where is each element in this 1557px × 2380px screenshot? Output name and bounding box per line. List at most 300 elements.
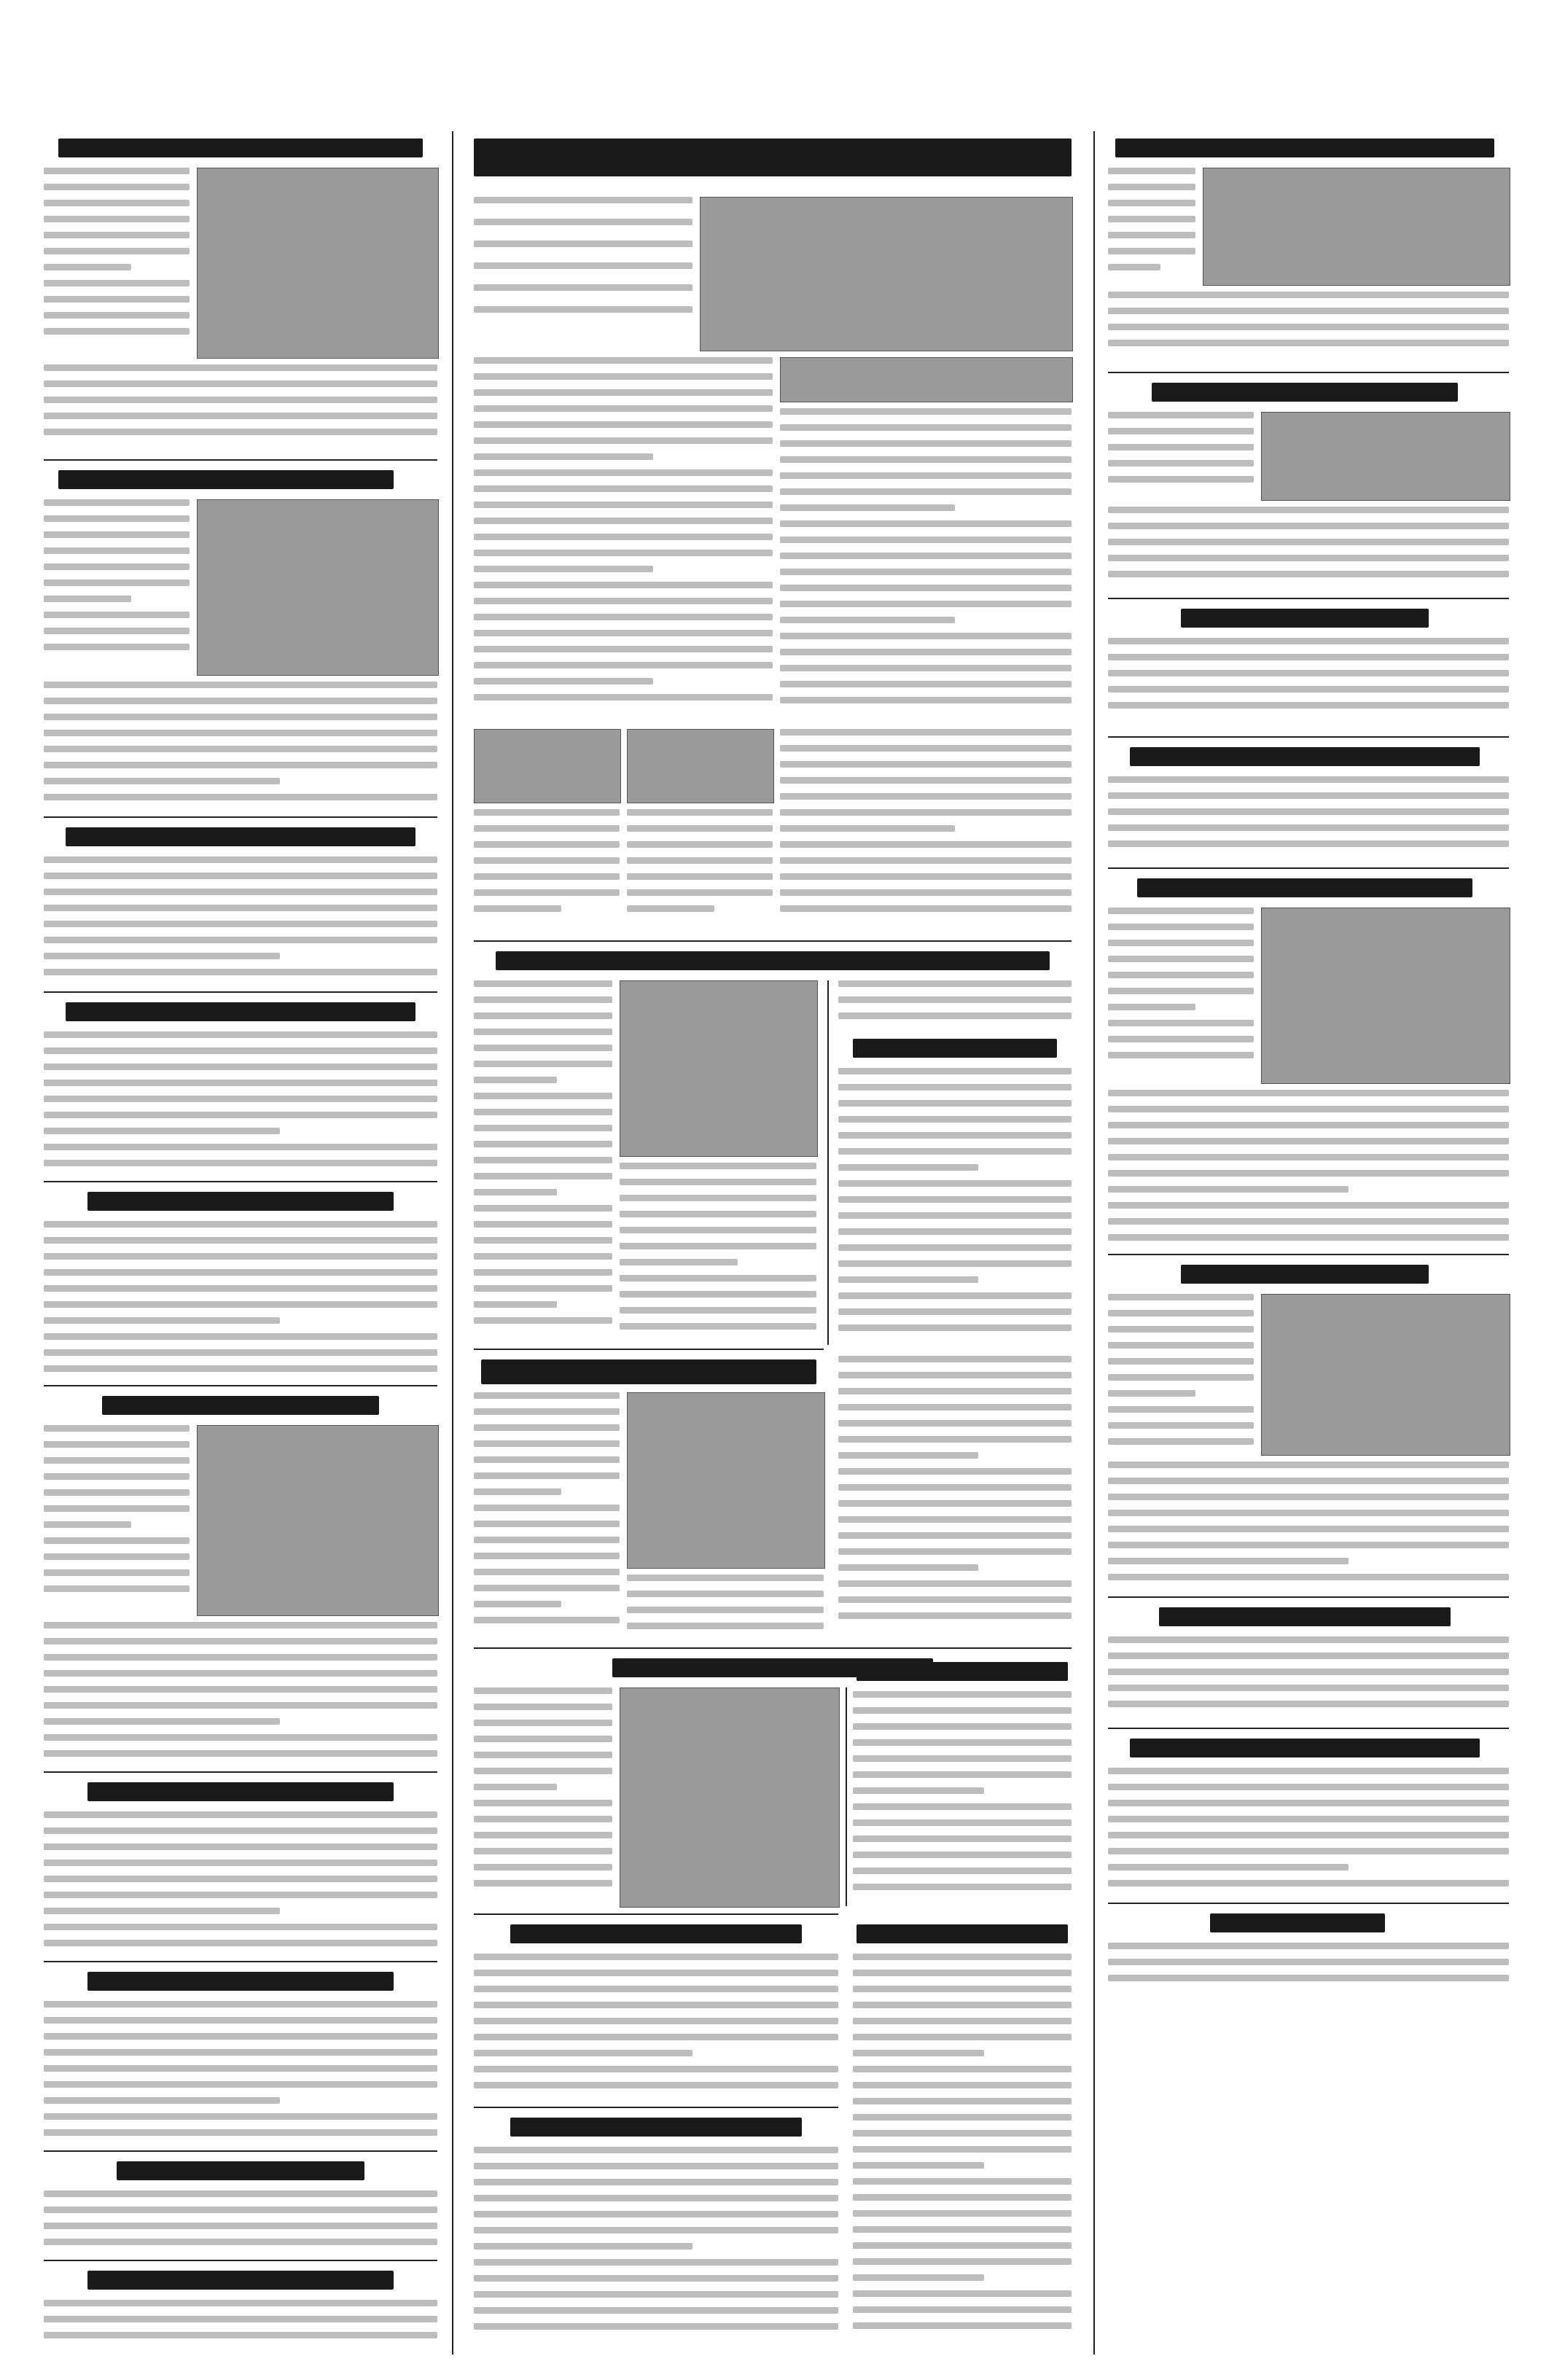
text-line xyxy=(44,596,131,602)
text-line xyxy=(474,1970,838,1976)
text-line xyxy=(627,809,773,816)
text-block xyxy=(838,980,1072,1031)
text-block xyxy=(1108,776,1509,864)
text-block xyxy=(44,2300,437,2351)
text-line xyxy=(474,1720,612,1726)
text-line xyxy=(44,628,190,634)
text-line xyxy=(1108,200,1195,206)
text-line xyxy=(1108,654,1509,660)
text-block xyxy=(1108,1462,1509,1593)
text-line xyxy=(838,1196,1072,1203)
text-line xyxy=(838,1532,1072,1539)
text-line xyxy=(474,1784,557,1790)
text-line xyxy=(44,397,437,403)
text-line xyxy=(1108,1462,1509,1468)
text-line xyxy=(44,2049,437,2056)
text-line xyxy=(44,216,190,222)
text-line xyxy=(474,1954,838,1960)
text-line xyxy=(780,553,1072,559)
text-block xyxy=(627,1575,824,1640)
text-line xyxy=(44,1031,437,1038)
text-line xyxy=(44,2097,280,2104)
text-line xyxy=(838,1404,1072,1411)
text-line xyxy=(474,2227,838,2233)
text-line xyxy=(853,2242,1072,2249)
text-line xyxy=(838,1500,1072,1507)
newspaper-page xyxy=(44,131,1509,2354)
text-line xyxy=(838,1420,1072,1427)
headline xyxy=(853,1039,1057,1058)
text-line xyxy=(838,1356,1072,1362)
text-line xyxy=(474,1472,620,1479)
text-block xyxy=(1108,1636,1509,1724)
text-line xyxy=(853,2306,1072,2313)
text-line xyxy=(1108,824,1509,831)
text-line xyxy=(474,905,561,912)
text-line xyxy=(474,306,692,313)
text-line xyxy=(44,2207,437,2213)
text-line xyxy=(44,698,437,704)
text-line xyxy=(1108,702,1509,709)
text-line xyxy=(853,1771,1072,1778)
text-line xyxy=(838,1260,1072,1267)
text-block xyxy=(474,1392,620,1640)
text-line xyxy=(44,2001,437,2008)
text-line xyxy=(44,1457,190,1464)
headline xyxy=(102,1396,379,1415)
text-line xyxy=(474,1392,620,1399)
text-line xyxy=(44,889,437,895)
text-block xyxy=(1108,507,1509,587)
headline xyxy=(481,1359,816,1384)
text-line xyxy=(44,1585,190,1592)
headline xyxy=(496,951,1050,970)
text-line xyxy=(474,2323,838,2330)
text-block xyxy=(474,809,620,933)
text-line xyxy=(627,1623,824,1629)
text-line xyxy=(44,381,437,387)
text-line xyxy=(474,1173,612,1179)
text-line xyxy=(44,1080,437,1086)
text-line xyxy=(474,197,692,203)
photo xyxy=(474,729,621,803)
text-line xyxy=(44,1892,437,1898)
text-line xyxy=(44,857,437,863)
text-line xyxy=(44,1365,437,1372)
text-block xyxy=(44,2001,437,2147)
text-line xyxy=(474,1061,612,1067)
text-line xyxy=(474,2082,838,2088)
text-line xyxy=(44,1112,437,1118)
text-line xyxy=(474,1986,838,1992)
text-line xyxy=(1108,638,1509,644)
text-line xyxy=(474,2018,838,2024)
text-line xyxy=(474,1013,612,1019)
text-block xyxy=(474,1954,838,2099)
text-line xyxy=(474,453,653,460)
text-line xyxy=(1108,324,1509,330)
text-line xyxy=(853,2194,1072,2201)
text-line xyxy=(780,697,1072,703)
text-line xyxy=(780,665,1072,671)
text-line xyxy=(44,2223,437,2229)
text-line xyxy=(474,2211,838,2217)
headline xyxy=(58,138,423,157)
text-line xyxy=(44,499,190,506)
text-line xyxy=(44,1301,437,1308)
text-line xyxy=(44,1827,437,1834)
text-line xyxy=(474,582,773,588)
text-block xyxy=(838,1068,1072,1345)
text-line xyxy=(474,857,620,864)
text-block xyxy=(44,1811,437,1957)
text-line xyxy=(44,1638,437,1644)
text-block xyxy=(780,408,1072,722)
column-rule xyxy=(1093,131,1095,2354)
text-line xyxy=(627,1591,824,1597)
text-line xyxy=(1108,232,1195,238)
text-line xyxy=(1108,1574,1509,1580)
text-line xyxy=(1108,1478,1509,1484)
text-line xyxy=(838,1388,1072,1394)
text-line xyxy=(474,2163,838,2169)
text-line xyxy=(853,2002,1072,2008)
text-line xyxy=(474,694,773,701)
text-line xyxy=(780,745,1072,752)
text-line xyxy=(780,424,1072,431)
text-line xyxy=(44,937,437,943)
text-line xyxy=(853,1835,1072,1842)
text-line xyxy=(44,264,131,270)
text-line xyxy=(44,612,190,618)
text-line xyxy=(1108,1052,1254,1058)
text-line xyxy=(474,1045,612,1051)
text-line xyxy=(1108,808,1509,815)
text-line xyxy=(780,857,1072,864)
text-line xyxy=(853,2050,984,2056)
text-line xyxy=(1108,184,1195,190)
text-line xyxy=(44,1333,437,1340)
text-line xyxy=(474,2243,692,2250)
text-line xyxy=(1108,1004,1195,1010)
text-line xyxy=(474,598,773,604)
text-line xyxy=(44,563,190,570)
text-line xyxy=(474,373,773,380)
text-line xyxy=(1108,1558,1349,1564)
text-line xyxy=(1108,1494,1509,1500)
text-line xyxy=(44,2332,437,2338)
text-line xyxy=(620,1243,816,1249)
text-line xyxy=(1108,1234,1509,1241)
text-line xyxy=(474,1752,612,1758)
text-line xyxy=(474,2066,838,2072)
text-line xyxy=(474,1688,612,1694)
text-line xyxy=(1108,908,1254,914)
headline xyxy=(1159,1607,1451,1626)
text-line xyxy=(1108,216,1195,222)
text-line xyxy=(44,168,190,174)
text-line xyxy=(474,437,773,444)
text-line xyxy=(474,566,653,572)
divider xyxy=(44,1961,437,1962)
text-line xyxy=(474,1489,561,1495)
headline xyxy=(1130,747,1480,766)
text-line xyxy=(474,1537,620,1543)
text-line xyxy=(1108,1122,1509,1128)
headline xyxy=(117,2161,364,2180)
text-line xyxy=(853,2034,1072,2040)
text-line xyxy=(780,569,1072,575)
text-line xyxy=(474,1601,561,1607)
text-line xyxy=(474,1704,612,1710)
headline xyxy=(87,1972,394,1991)
text-line xyxy=(44,1811,437,1818)
text-line xyxy=(474,2291,838,2298)
text-line xyxy=(620,1163,816,1169)
divider xyxy=(1108,1728,1509,1729)
text-line xyxy=(44,1924,437,1930)
text-line xyxy=(853,2258,1072,2265)
text-line xyxy=(1108,1816,1509,1822)
text-line xyxy=(474,841,620,848)
text-line xyxy=(620,1211,816,1217)
text-line xyxy=(1108,555,1509,561)
text-line xyxy=(627,1607,824,1613)
text-block xyxy=(44,2190,437,2256)
text-line xyxy=(838,1596,1072,1603)
text-line xyxy=(474,1617,620,1623)
text-line xyxy=(44,714,437,720)
text-line xyxy=(44,1686,437,1693)
text-line xyxy=(44,2190,437,2197)
text-line xyxy=(838,1084,1072,1090)
text-line xyxy=(474,630,773,636)
text-line xyxy=(780,777,1072,784)
divider xyxy=(1108,1903,1509,1904)
text-line xyxy=(1108,476,1254,483)
text-line xyxy=(838,1164,978,1171)
text-line xyxy=(1108,1669,1509,1675)
headline xyxy=(66,1002,415,1021)
text-line xyxy=(44,1144,437,1150)
text-line xyxy=(474,1505,620,1511)
text-block xyxy=(44,499,190,674)
text-line xyxy=(474,1553,620,1559)
text-line xyxy=(1108,1406,1254,1413)
text-block xyxy=(474,980,612,1345)
text-line xyxy=(853,1852,1072,1858)
text-line xyxy=(474,809,620,816)
text-line xyxy=(1108,1202,1509,1209)
photo xyxy=(780,357,1073,402)
text-line xyxy=(44,2065,437,2072)
text-line xyxy=(474,1269,612,1276)
photo xyxy=(197,499,439,676)
text-line xyxy=(474,2002,838,2008)
text-line xyxy=(627,825,773,832)
text-line xyxy=(44,1940,437,1946)
text-block xyxy=(1108,1294,1254,1454)
text-line xyxy=(44,1047,437,1054)
photo xyxy=(1261,412,1510,501)
divider xyxy=(44,1181,437,1182)
text-line xyxy=(1108,1438,1254,1445)
text-line xyxy=(474,1205,612,1212)
text-line xyxy=(474,646,773,652)
text-line xyxy=(853,1787,984,1794)
text-line xyxy=(1108,840,1509,847)
text-line xyxy=(474,485,773,492)
text-line xyxy=(838,1372,1072,1378)
text-line xyxy=(474,825,620,832)
text-line xyxy=(627,1575,824,1581)
text-line xyxy=(780,649,1072,655)
text-line xyxy=(780,520,1072,527)
text-line xyxy=(44,429,437,435)
text-line xyxy=(627,905,714,912)
text-line xyxy=(627,889,773,896)
text-line xyxy=(1108,168,1195,174)
text-block xyxy=(474,1688,612,1906)
text-line xyxy=(780,472,1072,479)
text-line xyxy=(44,1160,437,1166)
photo xyxy=(620,980,818,1157)
text-line xyxy=(474,1157,612,1163)
headline xyxy=(510,2118,802,2137)
text-line xyxy=(1108,1848,1509,1854)
text-line xyxy=(1108,539,1509,545)
text-line xyxy=(1108,1036,1254,1042)
text-line xyxy=(1108,1294,1254,1300)
text-line xyxy=(838,1484,1072,1491)
text-line xyxy=(1108,988,1254,994)
text-line xyxy=(853,2178,1072,2185)
text-line xyxy=(838,1013,1072,1019)
text-line xyxy=(627,873,773,880)
text-line xyxy=(1108,1685,1509,1691)
text-line xyxy=(1108,1784,1509,1790)
text-line xyxy=(1108,1020,1254,1026)
text-block xyxy=(838,1356,1072,1640)
divider xyxy=(1108,1254,1509,1255)
text-line xyxy=(474,389,773,396)
text-line xyxy=(1108,340,1509,346)
text-line xyxy=(1108,507,1509,513)
text-line xyxy=(44,364,437,371)
text-line xyxy=(1108,1422,1254,1429)
text-line xyxy=(780,873,1072,880)
text-line xyxy=(44,969,437,975)
text-line xyxy=(474,1125,612,1131)
text-line xyxy=(1108,523,1509,529)
text-block xyxy=(44,857,437,988)
text-line xyxy=(853,1723,1072,1730)
text-line xyxy=(1108,308,1509,314)
text-line xyxy=(474,1424,620,1431)
headline xyxy=(510,1924,802,1943)
text-line xyxy=(44,644,190,650)
headline xyxy=(1152,383,1458,402)
text-line xyxy=(1108,1832,1509,1838)
headline xyxy=(58,470,394,489)
text-line xyxy=(474,1864,612,1870)
text-block xyxy=(1108,412,1254,499)
text-line xyxy=(780,456,1072,463)
text-block xyxy=(780,729,1072,933)
text-line xyxy=(44,1654,437,1661)
text-line xyxy=(780,825,955,832)
text-line xyxy=(44,232,190,238)
text-line xyxy=(44,1537,190,1544)
text-line xyxy=(44,1285,437,1292)
text-line xyxy=(44,184,190,190)
text-line xyxy=(44,1221,437,1228)
text-line xyxy=(44,2239,437,2245)
text-line xyxy=(474,980,612,987)
divider xyxy=(44,2260,437,2261)
main-headline xyxy=(474,138,1072,176)
text-line xyxy=(838,1276,978,1283)
text-block xyxy=(44,1221,437,1381)
text-line xyxy=(853,2066,1072,2072)
text-line xyxy=(474,1768,612,1774)
text-line xyxy=(853,2130,1072,2137)
text-line xyxy=(474,996,612,1003)
text-line xyxy=(853,1970,1072,1976)
text-line xyxy=(838,1564,978,1571)
text-line xyxy=(1108,1943,1509,1949)
text-line xyxy=(1108,1186,1349,1193)
text-line xyxy=(1108,1542,1509,1548)
divider xyxy=(474,1349,824,1350)
text-line xyxy=(44,1441,190,1448)
text-block xyxy=(853,1954,1072,2351)
text-line xyxy=(44,2113,437,2120)
text-line xyxy=(1108,1138,1509,1144)
column-rule xyxy=(452,131,453,2354)
text-line xyxy=(474,405,773,412)
text-line xyxy=(1108,1975,1509,1981)
text-line xyxy=(44,905,437,911)
text-line xyxy=(474,1521,620,1527)
text-line xyxy=(838,1148,1072,1155)
divider xyxy=(1108,372,1509,373)
text-block xyxy=(44,168,190,357)
text-line xyxy=(1108,940,1254,946)
text-line xyxy=(44,2316,437,2322)
text-line xyxy=(838,1436,1072,1443)
text-block xyxy=(627,809,773,933)
text-line xyxy=(620,1307,816,1314)
text-line xyxy=(44,730,437,736)
text-line xyxy=(474,1408,620,1415)
text-line xyxy=(853,2082,1072,2088)
text-line xyxy=(1108,428,1254,434)
text-line xyxy=(44,1253,437,1260)
text-line xyxy=(44,296,190,303)
text-line xyxy=(44,328,190,335)
text-block xyxy=(1108,1768,1509,1899)
text-line xyxy=(1108,248,1195,254)
divider xyxy=(474,940,1072,942)
text-line xyxy=(474,1221,612,1228)
text-block xyxy=(44,682,437,813)
text-line xyxy=(853,2322,1072,2329)
divider xyxy=(44,1385,437,1386)
text-line xyxy=(474,1141,612,1147)
text-line xyxy=(474,1456,620,1463)
headline xyxy=(1130,1739,1480,1757)
